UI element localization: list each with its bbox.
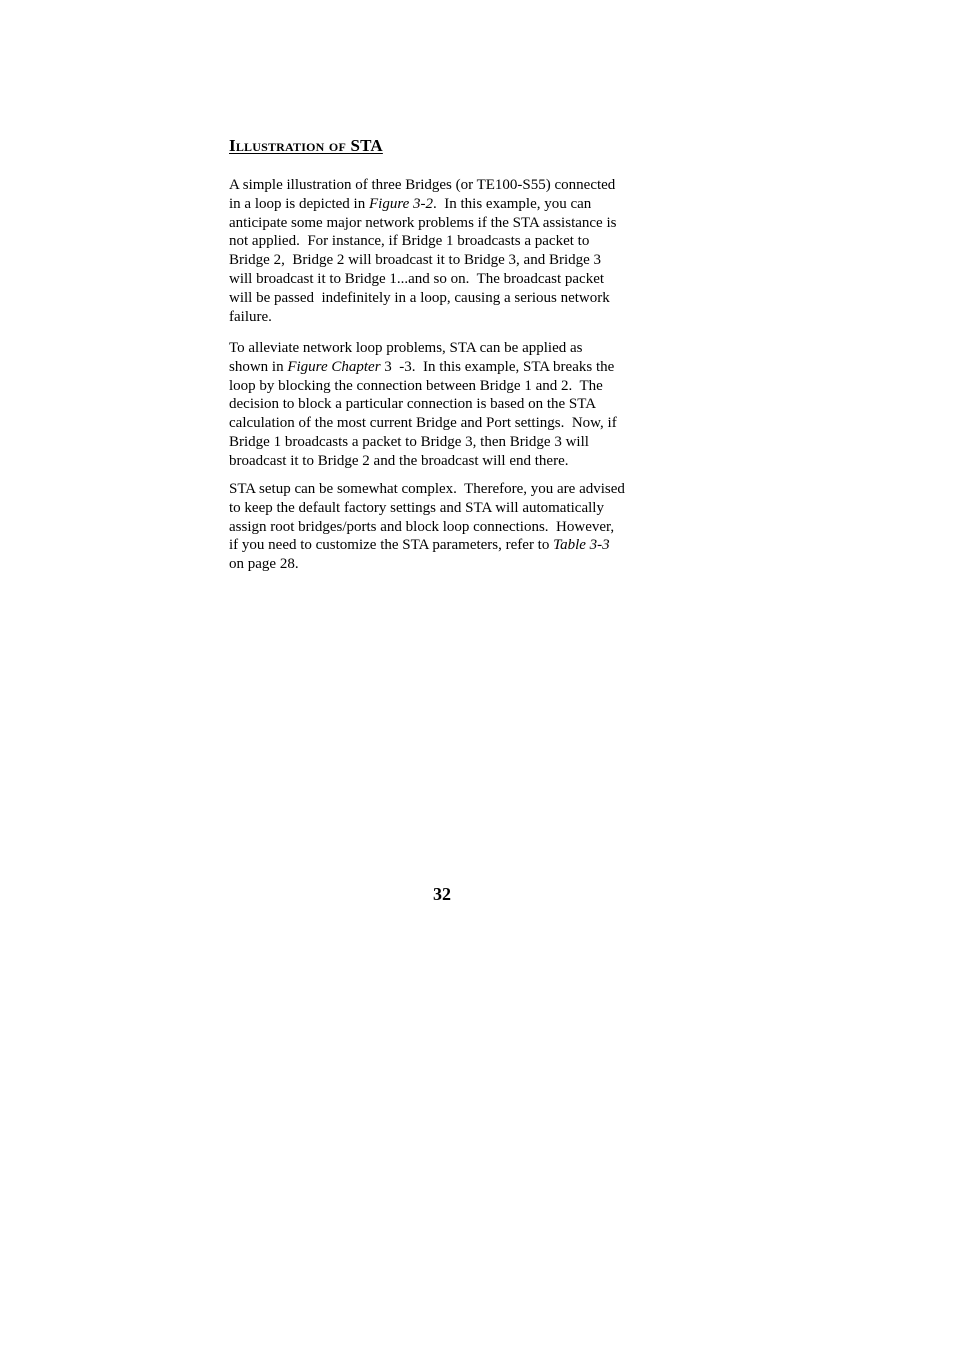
text-run: failure. <box>229 308 272 325</box>
paragraph-sta-illustration <box>229 176 669 326</box>
paragraph-line <box>229 308 669 327</box>
paragraph-line <box>229 289 669 308</box>
paragraph-line <box>229 499 669 518</box>
text-run: assign root bridges/ports and block loop connections. However, <box>229 518 615 535</box>
section-heading: Illustration of STA <box>229 136 383 155</box>
text-run: in a loop is depicted in <box>229 195 369 212</box>
paragraph-line <box>229 251 669 270</box>
paragraph-line <box>229 176 669 195</box>
paragraph-line <box>229 358 669 377</box>
text-run: broadcast it to Bridge 2 and the broadcast will end there. <box>229 452 569 469</box>
paragraph-alleviate-loop <box>229 339 669 471</box>
text-run: will be passed indefinitely in a loop, causing a serious network <box>229 289 610 306</box>
text-run: loop by blocking the connection between Bridge 1 and 2. The <box>229 377 603 394</box>
italic-reference: Table 3-3 <box>553 537 610 554</box>
text-run: Bridge 1 broadcasts a packet to Bridge 3, then Bridge 3 will <box>229 433 589 450</box>
paragraph-line <box>229 414 669 433</box>
text-run: A simple illustration of three Bridges (or TE100-S55) connected <box>229 177 616 193</box>
text-run: Bridge 2, Bridge 2 will broadcast it to Bridge 3, and Bridge 3 <box>229 252 602 269</box>
paragraph-line <box>229 433 669 452</box>
italic-reference: Figure 3-2 <box>368 195 433 212</box>
text-run: anticipate some major network problems if the STA assistance is <box>229 214 617 231</box>
paragraph-sta-setup <box>229 480 669 574</box>
paragraph-line <box>229 395 669 414</box>
text-run: STA setup can be somewhat complex. Therefore, you are advised <box>229 481 625 497</box>
text-run: calculation of the most current Bridge and Port settings. Now, if <box>229 415 617 432</box>
paragraph-line <box>229 518 669 537</box>
text-run: if you need to customize the STA parameters, refer to <box>229 537 554 554</box>
text-run: will broadcast it to Bridge 1...and so on. The broadcast packet <box>229 270 605 287</box>
paragraph-line <box>229 195 669 214</box>
paragraph-line <box>229 232 669 251</box>
paragraph-line <box>229 555 669 574</box>
text-run: to keep the default factory settings and STA will automatically <box>229 499 604 516</box>
paragraph-line <box>229 214 669 233</box>
paragraph-line <box>229 270 669 289</box>
paragraph-line <box>229 377 669 396</box>
text-run: shown in <box>229 358 288 375</box>
text-run: not applied. For instance, if Bridge 1 broadcasts a packet to <box>229 233 590 250</box>
page-number: 32 <box>433 884 451 904</box>
text-run: on page 28. <box>229 556 299 573</box>
paragraph-line <box>229 480 669 499</box>
text-run: 3 -3. In this example, STA breaks the <box>380 358 615 375</box>
text-run: decision to block a particular connection is based on the STA <box>229 396 597 413</box>
text-run: To alleviate network loop problems, STA can be applied as <box>229 340 583 356</box>
paragraph-line <box>229 339 669 358</box>
paragraph-line <box>229 452 669 471</box>
paragraph-line <box>229 536 669 555</box>
text-run: . In this example, you can <box>433 195 592 212</box>
italic-reference: Figure Chapter <box>287 358 381 375</box>
